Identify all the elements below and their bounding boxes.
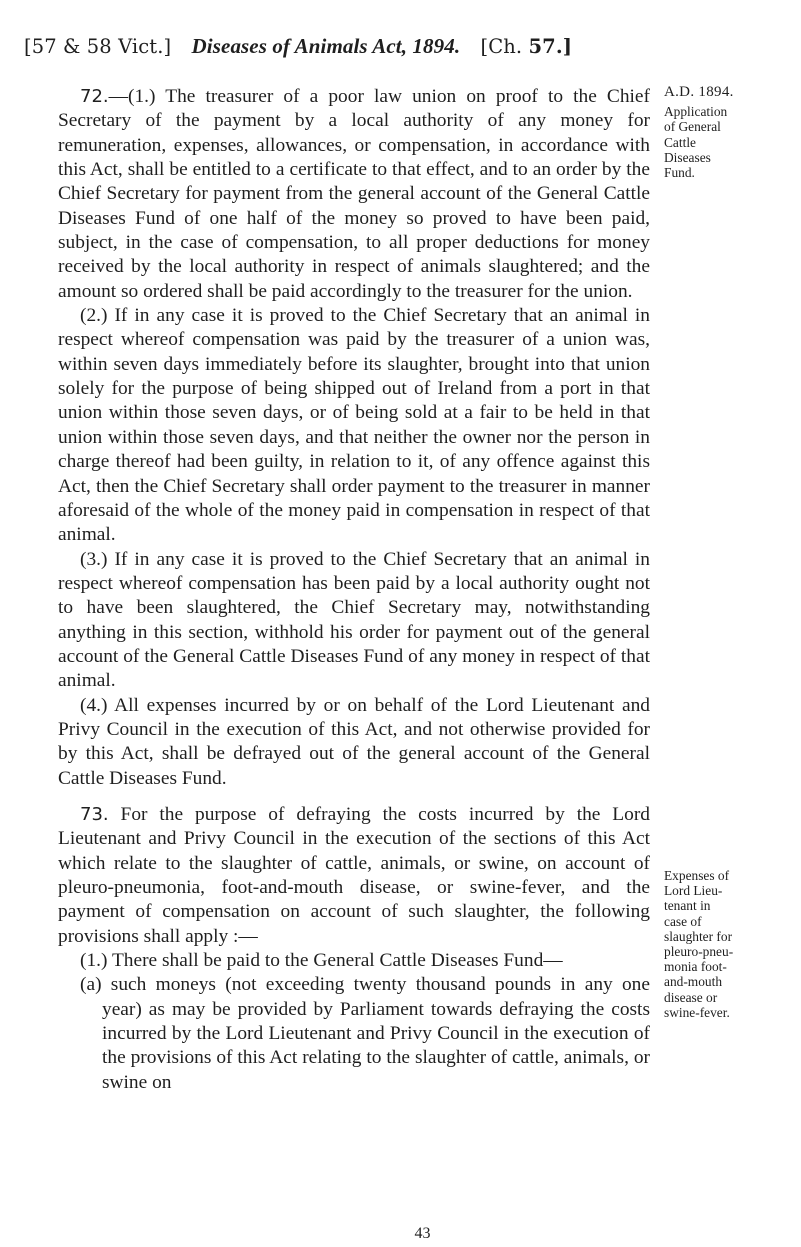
margin-note-line: tenant in: [664, 898, 711, 914]
section-number: 73.: [80, 803, 109, 825]
margin-note-72: [664, 85, 796, 180]
section-73: [58, 803, 650, 949]
section-73-item-a: (a) such moneys (not exceeding twenty thousand pounds in any one year) as may be provided by Parliament towards defraying the costs incurred by the Lord Lieutenant and Privy Council in the execution of the provisions of this Act relating to the slaughter of cattle, animals, or swine on: [80, 974, 650, 1093]
section-73-subsection-1: (1.) There shall be paid to the General Cattle Diseases Fund—: [80, 950, 563, 972]
margin-note-line: pleuro-pneu-: [664, 944, 734, 960]
margin-note-line: case of: [664, 913, 702, 929]
margin-note-line: slaughter for: [664, 928, 733, 944]
section-72-subsection-1: [58, 85, 650, 304]
margin-note-line: Lord Lieu-: [664, 883, 723, 899]
margin-note-73: [664, 868, 796, 1020]
body-text: [58, 85, 650, 1095]
margin-note-line: of General: [664, 119, 721, 135]
margin-note-line: and-mouth: [664, 974, 723, 990]
section-number: 72.: [80, 86, 109, 107]
margin-note-line: Diseases: [664, 149, 711, 165]
paragraph-text: —(1.) The treasurer of a poor law union on proof to the Chief Secretary of the payment by a local authority of any money for remuneration, expenses, allowances, or compensation, in accordance with this Act, shall be entitled to a certificate to that effect, and to an order by the Chief Secretary for payment from the general account of the General Cattle Diseases Fund of one half of the money so proved to have been paid, subject, in the case of compensation, to all proper deductions for money received by the local authority in respect of animals slaughtered; and the amount so ordered shall be paid accordingly to the treasurer for the union.: [58, 86, 650, 302]
margin-note-line: monia foot-: [664, 959, 727, 975]
section-72-subsection-3: (3.) If in any case it is proved to the Chief Secretary that an animal in respect whereof compensation has been paid by a local authority ought not to have been slaughtered, the Chief Secretary may, notwithstanding anything in this section, withhold his order for payment out of the general account of the General Cattle Diseases Fund of any money in respect of that animal.: [58, 548, 650, 692]
margin-note-line: Application: [664, 104, 728, 120]
margin-note-line: swine-fever.: [664, 1004, 730, 1020]
margin-note-line: Cattle: [664, 134, 696, 150]
chapter-prefix: [Ch.: [480, 35, 523, 58]
page-number: 43: [414, 1225, 431, 1242]
paragraph-text: For the purpose of defraying the costs incurred by the Lord Lieutenant and Privy Council in the execution of the sections of this Act which relate to the slaughter of cattle, animals, or swine, on account of pleuro-pneumonia, foot-and-mouth disease, or swine-fever, and the payment of compensation on account of such slaughter, the following provisions shall apply :—: [58, 803, 650, 947]
margin-note-line: Expenses of: [664, 868, 730, 883]
running-header: [24, 34, 754, 59]
act-title: Diseases of Animals Act, 1894.: [191, 34, 461, 58]
chapter-number: 57.]: [528, 35, 573, 58]
section-72-subsection-4: (4.) All expenses incurred by or on behalf of the Lord Lieutenant and Privy Council in the execution of this Act, and not otherwise provided for by this Act, shall be defrayed out of the general account of the General Cattle Diseases Fund.: [58, 694, 650, 789]
margin-note-line: disease or: [664, 989, 718, 1005]
margin-note-line: Fund.: [664, 165, 695, 181]
section-72-subsection-2: (2.) If in any case it is proved to the Chief Secretary that an animal in respect whereof compensation was paid by the treasurer of a union was, within seven days immediately before its slaughter, brought into that union solely for the purpose of being shipped out of Ireland from a port in that union within those seven days, or of being sold at a fair to be held in that union within those seven days, and that neither the owner nor the person in charge thereof had been guilty, in relation to it, of any offence against this Act, then the Chief Secretary shall order payment to the treasurer in manner aforesaid of the whole of the money paid in compensation in respect of that animal.: [58, 305, 650, 546]
margin-year: A.D. 1894.: [664, 84, 734, 100]
regnal-year: [57 & 58 Vict.]: [24, 35, 172, 58]
